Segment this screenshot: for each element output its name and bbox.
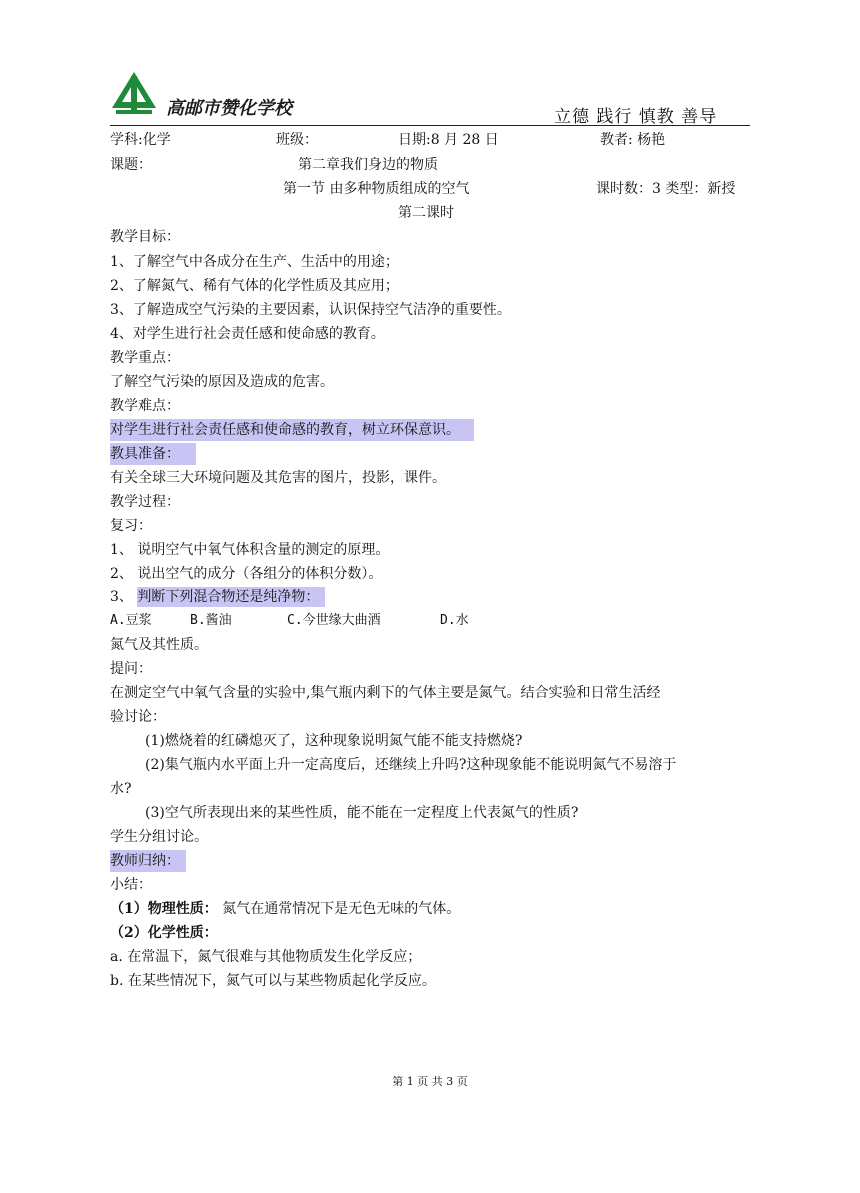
option-b: B.酱油 [190,613,232,628]
header-rule [110,125,750,126]
option-c: C.今世缘大曲酒 [287,613,381,628]
materials-text: 有关全球三大环境问题及其危害的图片，投影，课件。 [110,470,446,486]
key-point-title: 教学重点： [110,350,180,366]
section-title: 第一节 由多种物质组成的空气 [283,181,470,197]
school-name-logo-text: 高邮市赞化学校 [166,98,292,119]
process-title: 教学过程： [110,494,180,510]
option-d: D.水 [440,613,469,628]
review-item: 1、 说明空气中氧气体积含量的测定的原理。 [110,542,390,558]
objective-item: 2、了解氮气、稀有气体的化学性质及其应用； [110,278,399,294]
chemical-property [110,924,218,942]
class-label: 班级： [276,132,318,148]
subject-label: 学科:化学 [110,132,171,148]
question-1: (1)燃烧着的红磷熄灭了，这种现象说明氮气能不能支持燃烧? [145,733,523,749]
key-point-text: 了解空气污染的原因及造成的危害。 [110,374,334,390]
option-a: A.豆浆 [110,613,152,628]
teacher-summary: 教师归纳： [110,850,186,872]
physical-label: （1）物理性质： [110,901,218,917]
chapter-title: 第二章我们身边的物质 [298,157,438,173]
question-2-cont: 水? [110,781,132,797]
school-logo [108,70,292,122]
objective-item: 1、了解空气中各成分在生产、生活中的用途； [110,254,399,270]
review-item-3-text: 判断下列混合物还是纯净物： [137,587,325,607]
lesson-title: 第二课时 [398,205,454,221]
summary-title: 小结： [110,877,152,893]
objective-item: 4、对学生进行社会责任感和使命感的教育。 [110,326,385,342]
question-intro-cont: 验讨论： [110,709,166,725]
physical-text: 氮气在通常情况下是无色无味的气体。 [217,901,461,917]
nitrogen-title: 氮气及其性质。 [110,637,208,653]
topic-label: 课题： [110,157,152,173]
question-intro: 在测定空气中氧气含量的实验中,集气瓶内剩下的气体主要是氮气。结合实验和日常生活经 [110,685,661,701]
chemical-label: （2）化学性质： [110,925,218,941]
objectives-title: 教学目标： [110,229,180,245]
group-discussion: 学生分组讨论。 [110,829,208,845]
date-label: 日期:8 月 28 日 [398,132,499,148]
objective-item: 3、了解造成空气污染的主要因素，认识保持空气洁净的重要性。 [110,302,511,318]
difficulty-text: 对学生进行社会责任感和使命感的教育，树立环保意识。 [110,419,474,441]
materials-title: 教具准备： [110,443,196,465]
page-number: 第 1 页 共 3 页 [392,1075,468,1088]
period-info: 课时数：3 类型：新授 [596,181,736,197]
review-item: 2、 说出空气的成分（各组分的体积分数）。 [110,566,383,582]
review-item-3 [110,588,325,606]
school-motto: 立德 践行 慎教 善导 [554,107,718,127]
question-title: 提问： [110,661,152,677]
review-item-3-number: 3、 [110,589,138,605]
question-3: (3)空气所表现出来的某些性质，能不能在一定程度上代表氮气的性质? [145,805,579,821]
teacher-label: 教者: 杨艳 [600,132,666,148]
physical-property [110,900,460,918]
chemical-item-a: a. 在常温下，氮气很难与其他物质发生化学反应； [110,949,422,965]
chemical-item-b: b. 在某些情况下，氮气可以与某些物质起化学反应。 [110,973,436,989]
question-2: (2)集气瓶内水平面上升一定高度后，还继续上升吗?这种现象能不能说明氮气不易溶于 [145,757,677,773]
review-title: 复习： [110,518,152,534]
difficulty-title: 教学难点： [110,398,180,414]
